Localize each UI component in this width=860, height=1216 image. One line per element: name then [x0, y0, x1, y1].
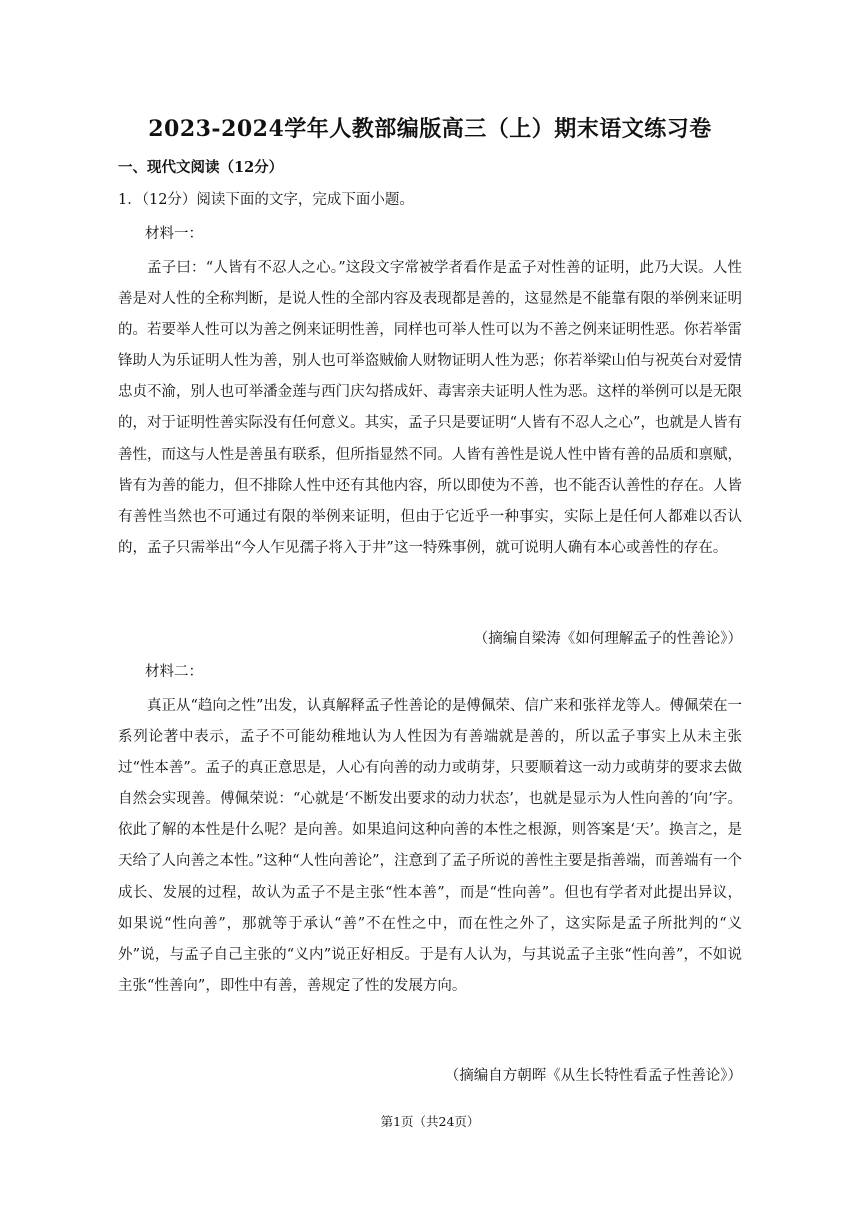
question-instruction: 1．（12分）阅读下面的文字，完成下面小题。: [118, 192, 414, 208]
material-2-source: （摘编自方朝晖《从生长特性看孟子性善论》）: [444, 1068, 742, 1084]
section-heading: 一、现代文阅读（12分）: [118, 159, 284, 176]
material-2-paragraph: 真正从“趋向之性”出发，认真解释孟子性善论的是傅佩荣、信广来和张祥龙等人。傅佩荣在一系列论著中表示，孟子不可能幼稚地认为人性因为有善端就是善的，所以孟子事实上从未主张过“性本善”。孟子的真正意思是，人心有向善的动力或萌芽，只要顺着这一动力或萌芽的要求去做自然会实现善。傅佩荣说：“心就是‘不断发出要求的动力状态’，也就是显示为人性向善的‘向’字。依此了解的本性是什么呢？是向善。如果追问这种向善的本性之根源，则答案是‘天’。换言之，是天给了人向善之本性。”这种“人性向善论”，注意到了孟子所说的善性主要是指善端，而善端有一个成长、发展的过程，故认为孟子不是主张“性本善”，而是“性向善”。但也有学者对此提出异议，如果说“性向善”，那就等于承认“善”不在性之中，而在性之外了，这实际是孟子所批判的“义外”说，与孟子自己主张的“义内”说正好相反。于是有人认为，与其说孟子主张“性向善”，不如说主张“性善向”，即性中有善，善规定了性的发展方向。: [118, 698, 742, 994]
page-footer: 第1页（共24页）: [380, 1114, 480, 1129]
material-1-paragraph: 孟子曰：“人皆有不忍人之心。”这段文字常被学者看作是孟子对性善的证明，此乃大误。人性善是对人性的全称判断，是说人性的全部内容及表现都是善的，这显然是不能靠有限的举例来证明的。若要举人性可以为善之例来证明性善，同样也可举人性可以为不善之例来证明性恶。你若举雷锋助人为乐证明人性为善，别人也可举盗贼偷人财物证明人性为恶；你若举梁山伯与祝英台对爱情忠贞不渝，别人也可举潘金莲与西门庆勾搭成奸、毒害亲夫证明人性为恶。这样的举例可以是无限的，对于证明性善实际没有任何意义。其实，孟子只是要证明“人皆有不忍人之心”，也就是人皆有善性，而这与人性是善虽有联系，但所指显然不同。人皆有善性是说人性中皆有善的品质和禀赋，皆有为善的能力，但不排除人性中还有其他内容，所以即使为不善，也不能否认善性的存在。人皆有善性当然也不可通过有限的举例来证明，但由于它近乎一种事实，实际上是任何人都难以否认的，孟子只需举出“今人乍见孺子将入于井”这一特殊事例，就可说明人确有本心或善性的存在。: [118, 260, 742, 556]
material-1-label: 材料一：: [145, 226, 203, 242]
material-2-label: 材料二：: [145, 664, 203, 680]
material-1-source: （摘编自梁涛《如何理解孟子的性善论》）: [473, 631, 742, 647]
exam-title: 2023-2024学年人教部编版高三（上）期末语文练习卷: [148, 116, 712, 142]
